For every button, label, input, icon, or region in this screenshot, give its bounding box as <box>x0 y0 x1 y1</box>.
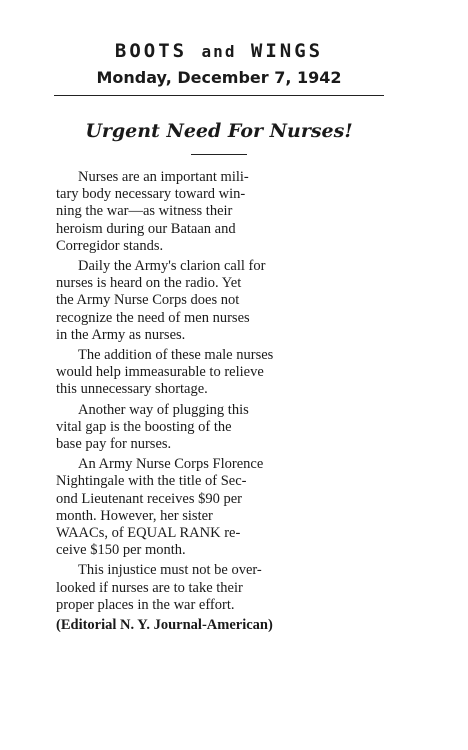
text-line: in the Army as nurses. <box>56 326 186 343</box>
text-line: base pay for nurses. <box>56 436 172 453</box>
text-line: month. However, her sister <box>56 507 213 524</box>
article-body <box>54 169 384 634</box>
text-line: this unnecessary shortage. <box>56 381 208 398</box>
newspaper-clipping <box>54 40 384 634</box>
article-paragraph <box>56 456 384 559</box>
article-paragraph <box>56 347 384 399</box>
article-paragraph <box>56 169 384 255</box>
text-line: ceive $150 per month. <box>56 542 186 559</box>
text-line: proper places in the war effort. <box>56 596 235 613</box>
text-line: nurses is heard on the radio. Yet <box>56 275 242 292</box>
text-line: vital gap is the boosting of the <box>56 418 232 435</box>
text-line: Daily the Army's clarion call for <box>78 258 266 275</box>
text-line: The addition of these male nurses <box>78 347 274 364</box>
headline-rule <box>191 154 247 155</box>
masthead-title-boots: BOOTS <box>114 40 188 62</box>
text-line: the Army Nurse Corps does not <box>56 292 240 309</box>
text-line: WAACs, of EQUAL RANK re- <box>56 525 241 542</box>
text-line: Another way of plugging this <box>78 401 249 418</box>
article-paragraph <box>56 258 384 344</box>
article-headline: Urgent Need For Nurses! <box>85 120 353 142</box>
text-line: Corregidor stands. <box>56 237 164 254</box>
masthead-title-wings: WINGS <box>250 40 324 62</box>
text-line: ond Lieutenant receives $90 per <box>56 490 243 507</box>
text-line: Nightingale with the title of Sec- <box>56 473 247 490</box>
text-line: ning the war—as witness their <box>56 203 233 220</box>
text-line: heroism during our Bataan and <box>56 220 236 237</box>
text-line: would help immeasurable to relieve <box>56 364 264 381</box>
text-line: This injustice must not be over- <box>78 562 262 579</box>
masthead-rule <box>54 95 384 96</box>
article-paragraph <box>56 562 384 614</box>
text-line: An Army Nurse Corps Florence <box>78 456 264 473</box>
text-line: looked if nurses are to take their <box>56 579 243 596</box>
text-line: recognize the need of men nurses <box>56 309 250 326</box>
text-line: Nurses are an important mili- <box>78 169 249 185</box>
masthead-title-and: and <box>201 42 237 61</box>
masthead-title <box>54 40 384 63</box>
article-paragraph <box>56 402 384 454</box>
masthead-date: Monday, December 7, 1942 <box>96 68 342 87</box>
article-attribution: (Editorial N. Y. Journal-American) <box>56 617 273 634</box>
text-line: tary body necessary toward win- <box>56 186 246 203</box>
